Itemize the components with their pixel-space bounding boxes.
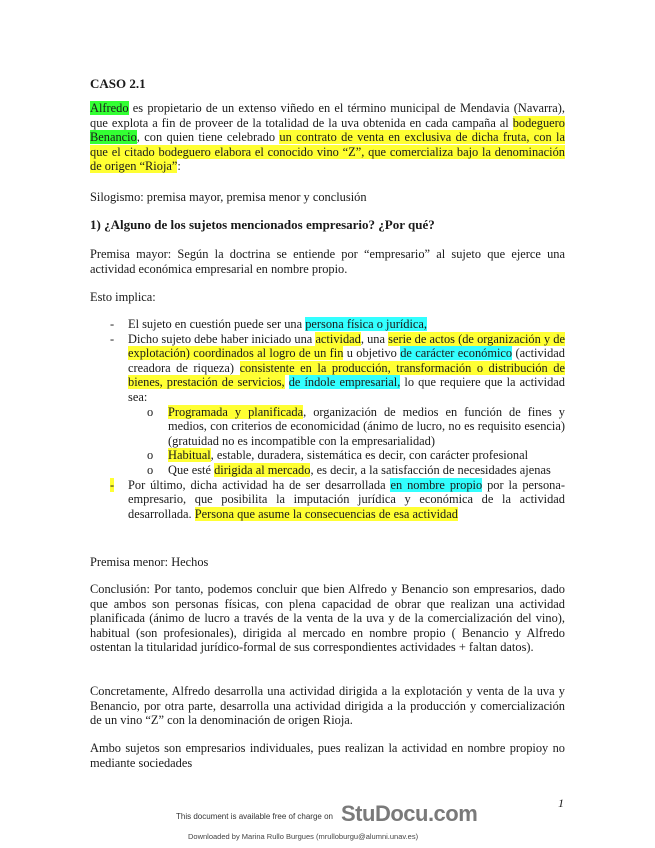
concretamente-paragraph: Concretamente, Alfredo desarrolla una actividad dirigida a la explotación y venta de la uva y Benancio, por otra parte, desarrolla una actividad dirigida a la producción y comercialización de un vino “Z” con la denominación de origen Rioja. xyxy=(90,684,565,728)
premisa-mayor-paragraph: Premisa mayor: Según la doctrina se entiende por “empresario” al sujeto que ejerce una actividad económica empresarial en nombre propio. xyxy=(90,247,565,276)
studocu-logo[interactable]: StuDocu.com xyxy=(341,801,478,826)
case-title: CASO 2.1 xyxy=(90,76,146,91)
highlight-bodeguero: bodeguero xyxy=(512,115,565,130)
sub-list-item: o Habitual, estable, duradera, sistemática es decir, con carácter profesional xyxy=(147,448,529,463)
silogismo-line: Silogismo: premisa mayor, premisa menor y conclusión xyxy=(90,190,367,204)
highlight-alfredo: Alfredo xyxy=(90,101,129,115)
highlight-benancio: Benancio xyxy=(90,130,137,145)
question-heading: 1) ¿Alguno de los sujetos mencionados empresario? ¿Por qué? xyxy=(90,217,435,232)
page-number: 1 xyxy=(558,796,564,810)
requirements-list xyxy=(90,317,565,521)
highlight-contrato: un contrato de venta en exclusiva de dicha fruta, con la que el citado bodeguero elabora el conocido vino “Z”, que comercializa bajo la denominación de origen “Rioja” xyxy=(90,130,565,174)
ambos-paragraph: Ambo sujetos son empresarios individuales, pues realizan la actividad en nombre propioy no mediante sociedades xyxy=(90,741,565,770)
list-item: - El sujeto en cuestión puede ser una persona física o jurídica, xyxy=(110,317,427,331)
premisa-menor-line: Premisa menor: Hechos xyxy=(90,555,209,569)
footer-downloaded-text: Downloaded by Marina Rullo Burgues (mrulloburgu@alumni.unav.es) xyxy=(188,832,419,841)
sub-list-item: o Programada y planificada, organización de medios en función de fines y medios, con criterios de economicidad (ánimo de lucro, no es requisito esencia) (gratuidad no es incompatible con la empresarialidad) xyxy=(147,404,565,448)
sub-list-item: o Que esté dirigida al mercado, es decir, a la satisfacción de necesidades ajenas xyxy=(147,462,551,477)
list-item: - Dicho sujeto debe haber iniciado una actividad, una serie de actos (de organización y de explotación) coordinados al logro de un fin u objetivo de carácter económico (actividad creadora de riqueza) consistente en la producción, transformación o distribución de bienes, prestación de servicios, de índole empresarial, lo que requiere que la actividad sea: xyxy=(110,331,565,404)
intro-paragraph: Alfredo es propietario de un extenso viñedo en el término municipal de Mendavia (Navarra), que explota a fin de proveer de la totalidad de la uva obtenida en cada campaña al bodeguero Benancio, con quien tiene celebrado un contrato de venta en exclusiva de dicha fruta, con la que el citado bodeguero elabora el conocido vino “Z”, que comercializa bajo la denominación de origen “Rioja”: xyxy=(90,101,565,174)
footer-available-text: This document is available free of charge on xyxy=(176,812,333,821)
conclusion-paragraph: Conclusión: Por tanto, podemos concluir que bien Alfredo y Benancio son empresarios, dado que ambos son personas físicas, con plena capacidad de obrar que realizan una actividad planificada (ánimo de lucro a través de la venta de la uva y de la comercialización del vino), habitual (son profesionales), dirigida al mercado en nombre propio ( Benancio y Alfredo ostentan la titularidad jurídico-formal de sus correspondientes actividades + faltan datos). xyxy=(90,582,565,655)
esto-implica-line: Esto implica: xyxy=(90,290,156,304)
list-item: - Por último, dicha actividad ha de ser desarrollada en nombre propio por la persona-empresario, que posibilita la imputación jurídica y económica de la actividad desarrollada. Persona que asume la consecuencias de esa actividad xyxy=(110,477,566,521)
